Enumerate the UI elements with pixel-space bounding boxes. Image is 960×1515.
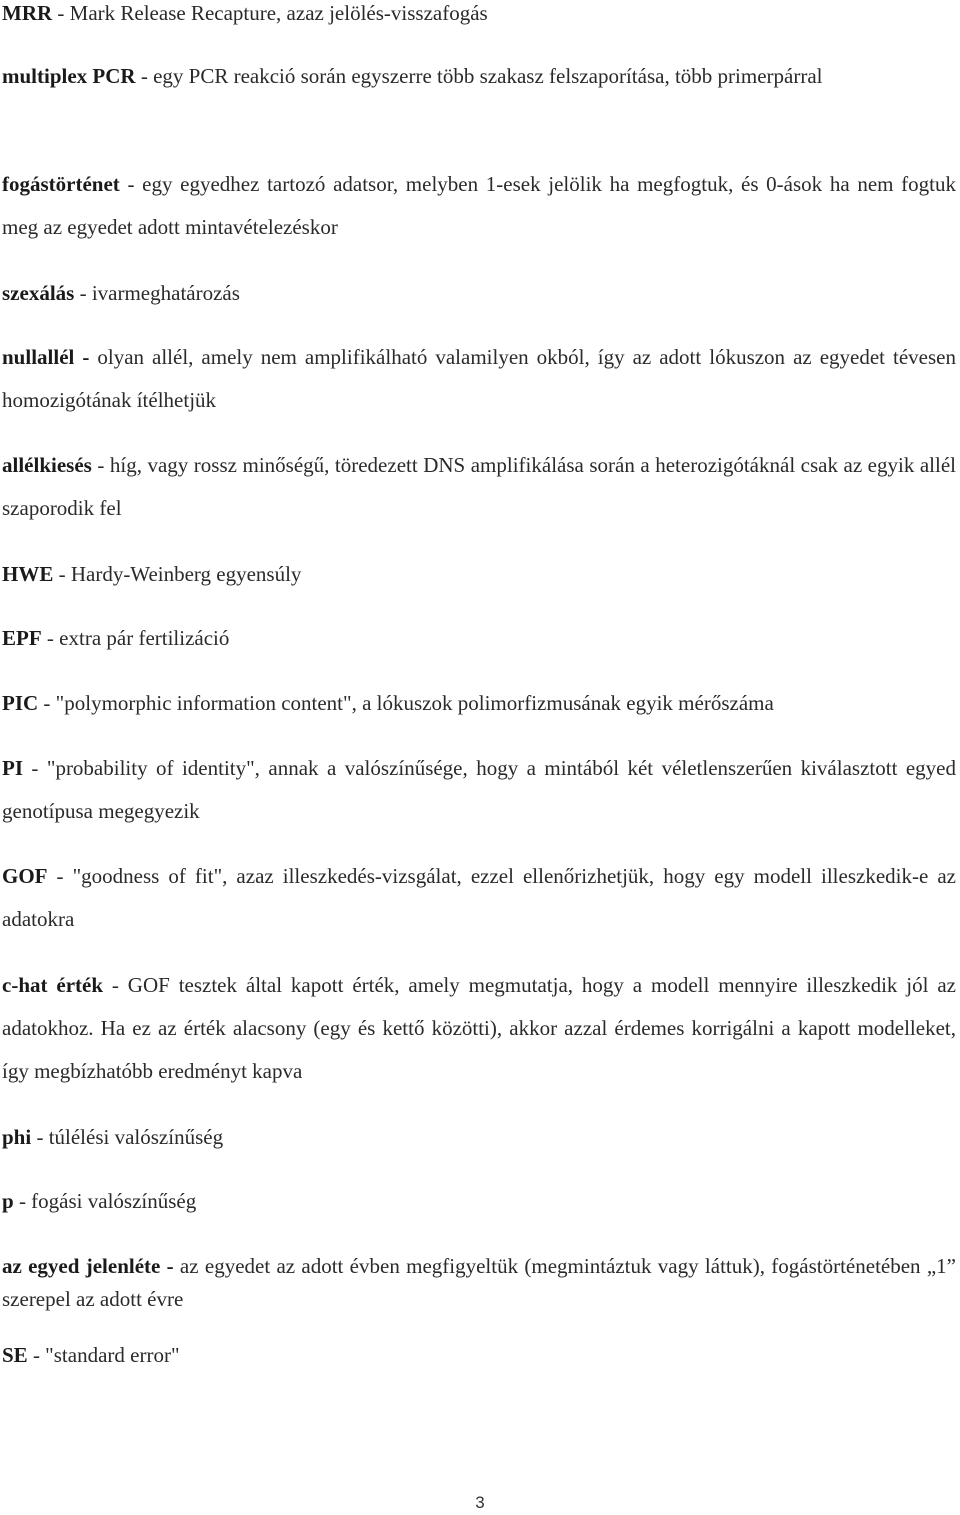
glossary-term: allélkiesés bbox=[2, 453, 92, 477]
glossary-entry-allelkieses bbox=[2, 444, 956, 530]
glossary-entry-hwe bbox=[2, 553, 956, 596]
glossary-entry-pi bbox=[2, 747, 956, 833]
glossary-term: nullallél - bbox=[2, 345, 90, 369]
glossary-term: szexálás bbox=[2, 281, 75, 305]
glossary-term: phi bbox=[2, 1125, 32, 1149]
glossary-definition: - GOF tesztek által kapott érték, amely megmutatja, hogy a modell mennyire illeszkedik jól az adatokhoz. Ha ez az érték alacsony (egy és kettő közötti), akkor azzal érdemes korrigálni a kapott modelleket, így megbízhatóbb eredményt kapva bbox=[2, 973, 956, 1083]
glossary-definition: - "standard error" bbox=[27, 1343, 180, 1367]
glossary-definition: - "polymorphic information content", a lókuszok polimorfizmusának egyik mérőszáma bbox=[38, 691, 774, 715]
glossary-definition: - egy egyedhez tartozó adatsor, melyben 1-esek jelölik ha megfogtuk, és 0-ások ha nem fogtuk meg az egyedet adott mintavételezéskor bbox=[2, 172, 956, 239]
glossary-definition: - ivarmeghatározás bbox=[74, 281, 240, 305]
glossary-term: az egyed jelenléte - bbox=[2, 1254, 174, 1278]
glossary-term: MRR bbox=[2, 1, 53, 25]
glossary-term: HWE bbox=[2, 562, 54, 586]
glossary-definition: - "probability of identity", annak a valószínűsége, hogy a mintából két véletlenszerűen kiválasztott egyed genotípusa megegyezik bbox=[2, 756, 956, 823]
glossary-term: GOF bbox=[2, 864, 48, 888]
glossary-definition: - fogási valószínűség bbox=[13, 1189, 197, 1213]
glossary-definition: - egy PCR reakció során egyszerre több szakasz felszaporítása, több primerpárral bbox=[135, 64, 823, 88]
glossary-term: c-hat érték bbox=[2, 973, 104, 997]
glossary-term: p bbox=[2, 1189, 14, 1213]
glossary-entry-pic bbox=[2, 682, 956, 725]
glossary-definition: az egyedet az adott évben megfigyeltük (megmintáztuk vagy láttuk), fogástörténetében „1” szerepel az adott évre bbox=[2, 1254, 956, 1311]
glossary-definition: - extra pár fertilizáció bbox=[41, 626, 230, 650]
glossary-definition: - Mark Release Recapture, azaz jelölés-visszafogás bbox=[52, 1, 488, 25]
glossary-term: multiplex PCR bbox=[2, 64, 136, 88]
glossary-definition: - Hardy-Weinberg egyensúly bbox=[53, 562, 302, 586]
glossary-term: PIC bbox=[2, 691, 39, 715]
glossary-entry-phi bbox=[2, 1116, 956, 1159]
page-number: 3 bbox=[475, 1493, 485, 1512]
glossary-entry-c-hat bbox=[2, 964, 956, 1093]
glossary-term: EPF bbox=[2, 626, 42, 650]
glossary-definition: - "goodness of fit", azaz illeszkedés-vizsgálat, ezzel ellenőrizhetjük, hogy egy modell illeszkedik-e az adatokra bbox=[2, 864, 956, 931]
glossary-definition: - túlélési valószínűség bbox=[31, 1125, 224, 1149]
glossary-entry-nullallel bbox=[2, 336, 956, 422]
glossary-entry-szexalas bbox=[2, 272, 956, 315]
glossary-definition: olyan allél, amely nem amplifikálható valamilyen okból, így az adott lókuszon az egyedet tévesen homozigótának ítélhetjük bbox=[2, 345, 956, 412]
glossary-term: SE bbox=[2, 1343, 28, 1367]
glossary-term: fogástörténet bbox=[2, 172, 120, 196]
glossary-entry-multiplex-pcr bbox=[2, 55, 956, 98]
glossary-entry-gof bbox=[2, 855, 956, 941]
glossary-entry-se bbox=[2, 1334, 956, 1377]
glossary-entry-p bbox=[2, 1180, 956, 1223]
glossary-entry-epf bbox=[2, 617, 956, 660]
glossary-entry-mrr bbox=[2, 0, 956, 35]
glossary-definition: - híg, vagy rossz minőségű, töredezett DNS amplifikálása során a heterozigótáknál csak az egyik allél szaporodik fel bbox=[2, 453, 956, 520]
glossary-term: PI bbox=[2, 756, 23, 780]
glossary-entry-egyed-jelenlete bbox=[2, 1250, 956, 1316]
glossary-entry-fogastortenet bbox=[2, 163, 956, 249]
